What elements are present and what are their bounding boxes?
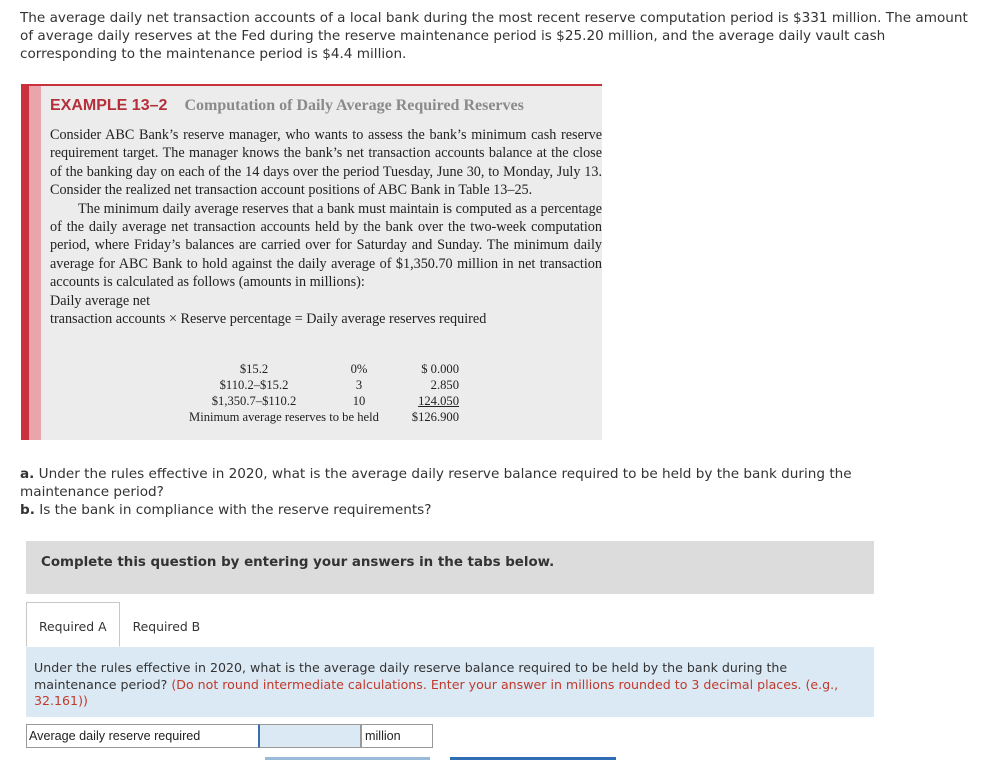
- example-paragraph-1: Consider ABC Bank’s reserve manager, who wants to assess the bank’s minimum cash reserve requirement target. The manager knows the bank’s net transaction accounts balance at the close of the banking day on each of the 14 days over the period Tuesday, June 30, to Monday, July 13. Consider the realized net transaction account positions of ABC Bank in Table 13–25.: [50, 127, 602, 199]
- table-row: [189, 393, 459, 409]
- range-cell: $110.2–$15.2: [219, 378, 289, 392]
- answer-row: [26, 724, 433, 748]
- reserve-calculation-table: [189, 361, 459, 425]
- problem-statement: The average daily net transaction accounts of a local bank during the most recent reserve computation period is $331 million. The amount of average daily reserves at the Fed during the reserve maintenance period is $25.20 million, and the average daily vault cash corresponding to the maintenance period is $4.4 million.: [20, 10, 968, 62]
- example-body: [50, 126, 602, 328]
- total-label: Minimum average reserves to be held: [189, 410, 379, 424]
- answer-tabs: [26, 602, 213, 647]
- amount-cell: $ 0.000: [421, 362, 459, 376]
- table-row: [189, 377, 459, 393]
- total-value: $126.900: [411, 410, 459, 424]
- table-row: [189, 361, 459, 377]
- formula-line-2: transaction accounts × Reserve percentage = Daily average reserves required: [50, 311, 487, 328]
- table-total-row: [189, 409, 459, 425]
- question-a: a. Under the rules effective in 2020, what is the average daily reserve balance required to be held by the bank during the maintenance period?: [20, 466, 852, 500]
- tab-required-a[interactable]: Required A: [26, 602, 120, 647]
- range-cell: $15.2: [239, 362, 269, 376]
- percentage-cell: 0%: [350, 362, 368, 376]
- answer-unit: million: [361, 724, 433, 748]
- example-box: [21, 84, 602, 440]
- average-reserve-input[interactable]: [258, 724, 361, 748]
- rounding-instruction: (Do not round intermediate calculations. Enter your answer in millions rounded to 3 decimal places. (e.g., 32.161)): [34, 676, 839, 708]
- questions: [20, 465, 900, 519]
- tab-required-b[interactable]: Required B: [132, 619, 201, 634]
- range-cell: $1,350.7–$110.2: [211, 394, 297, 408]
- amount-cell: 124.050: [418, 394, 459, 408]
- example-accent-stripe: [21, 86, 41, 440]
- example-paragraph-2: The minimum daily average reserves that a bank must maintain is computed as a percentage of the daily average net transaction accounts held by the bank over the two-week computation period, where Friday’s balances are carried over for Saturday and Sunday. The minimum daily average for ABC Bank to hold against the daily average of $1,350.70 million in net transaction accounts is calculated as follows (amounts in millions):: [50, 200, 602, 291]
- example-title: Computation of Daily Average Required Reserves: [184, 97, 524, 114]
- percentage-cell: 3: [355, 378, 363, 392]
- question-b: b. Is the bank in compliance with the reserve requirements?: [20, 502, 432, 518]
- example-header: [50, 95, 524, 115]
- instructions-banner: Complete this question by entering your answers in the tabs below.: [26, 541, 874, 594]
- percentage-cell: 10: [352, 394, 366, 408]
- formula-line-1: Daily average net: [50, 292, 151, 309]
- answer-label: Average daily reserve required: [26, 724, 258, 748]
- example-label: EXAMPLE 13–2: [50, 97, 168, 114]
- tab-panel: [26, 647, 874, 717]
- tab-question: Under the rules effective in 2020, what is the average daily reserve balance required to be held by the bank during the maintenance period?: [34, 660, 788, 692]
- amount-cell: 2.850: [430, 378, 459, 392]
